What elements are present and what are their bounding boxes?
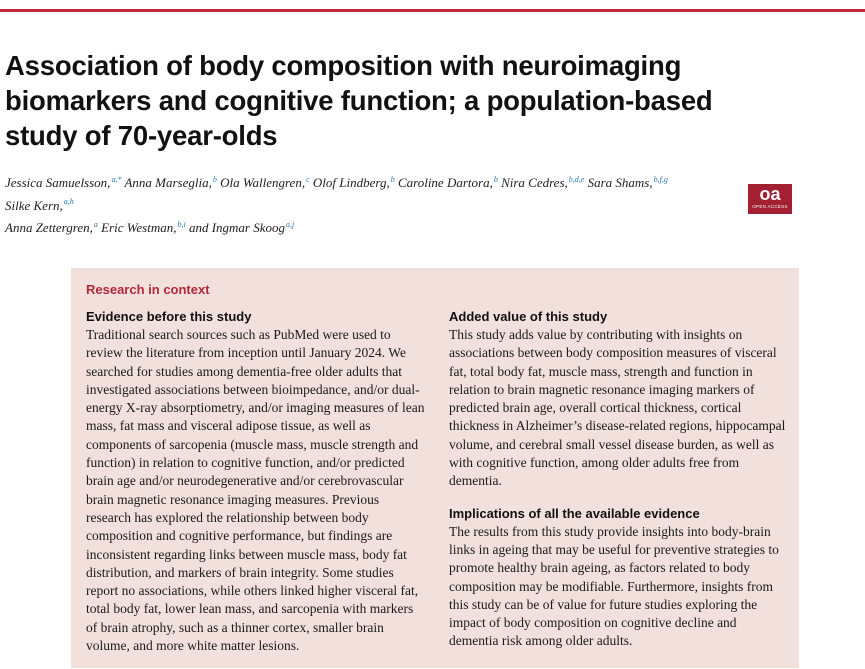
author-name: and Ingmar Skoog — [188, 219, 285, 235]
author-affiliation[interactable]: a — [93, 219, 98, 229]
left-column — [86, 308, 426, 669]
author-affiliation[interactable]: b,d,e — [568, 175, 585, 184]
right-column — [449, 308, 787, 665]
research-in-context-panel — [71, 268, 799, 668]
top-rule — [0, 9, 865, 12]
implications-body: The results from this study provide insights into body-brain links in ageing that may be useful for preventive strategies to promote healthy brain ageing, as factors related to body composition may be modifiable. Furthermore, insights from this study can be of value for future studies exploring the impact of body composition on cognitive decline and dementia risk among older adults. — [449, 523, 779, 649]
article-title: Association of body composition with neuroimaging biomarkers and cognitive function; a population-based study of 70-year-olds — [5, 50, 713, 151]
author[interactable] — [398, 175, 498, 190]
author-name: Caroline Dartora, — [397, 175, 493, 191]
author[interactable] — [189, 220, 294, 235]
evidence-before-body: Traditional search sources such as PubMed were used to review the literature from inception until January 2024. We searched for studies among dementia-free older adults that investigated associations between bioimpedance, and/or dual-energy X-ray absorptiometry, and/or imaging measures of lean mass, fat mass and visceral adipose tissue, as well as components of sarcopenia (muscle mass, muscle strength and function) in relation to cognitive function, and/or predicted brain age and/or neurodegenerative and/or cerebrovascular brain magnetic resonance imaging measures. Previous research has explored the relationship between body composition and cognitive performance, but findings are inconsistent regarding links between muscle mass, body fat distribution, and markers of brain integrity. Some studies report no associations, while others linked higher visceral fat, total body fat, lower lean mass, and sarcopenia with markers of brain atrophy, such as a thinner cortex, smaller brain volume, and more white matter lesions. — [86, 327, 425, 654]
research-in-context-heading: Research in context — [86, 282, 210, 297]
open-access-label: OPEN ACCESS — [752, 204, 788, 209]
author[interactable] — [313, 175, 395, 190]
author-affiliation[interactable]: a,j — [286, 219, 295, 229]
author-name: Olof Lindberg, — [312, 175, 390, 191]
author-affiliation[interactable]: b,f,g — [653, 175, 668, 184]
author-name: Ola Wallengren, — [220, 175, 306, 191]
open-access-badge[interactable] — [748, 184, 792, 214]
author[interactable] — [588, 175, 668, 190]
author-affiliation[interactable]: b — [390, 175, 395, 184]
author[interactable] — [5, 175, 121, 190]
author[interactable] — [220, 175, 310, 190]
author-affiliation[interactable]: a,h — [63, 197, 74, 207]
author-affiliation[interactable]: b — [212, 175, 217, 184]
author-affiliation[interactable]: b,i — [177, 219, 186, 229]
author-affiliation[interactable]: b — [493, 175, 498, 184]
author-affiliation[interactable]: c — [306, 175, 310, 184]
open-access-icon: oa — [759, 184, 781, 204]
author[interactable] — [5, 198, 74, 213]
author-name: Sara Shams, — [587, 175, 653, 191]
author[interactable] — [5, 220, 98, 235]
added-value-body: This study adds value by contributing with insights on associations between body composition measures of visceral fat, total body fat, muscle mass, strength and function in relation to brain magnetic resonance imaging markers of predicted brain age, overall cortical thickness, cortical thickness in Alzheimer’s disease-related regions, hippocampal volume, and cerebral small vessel disease burden, as well as with cognitive function, among older adults free from dementia. — [449, 327, 786, 489]
author-name: Jessica Samuelsson, — [5, 175, 111, 191]
author-name: Anna Zettergren, — [5, 219, 93, 235]
author[interactable] — [101, 220, 186, 235]
author[interactable] — [501, 175, 584, 190]
author-name: Nira Cedres, — [501, 175, 568, 191]
implications-title: Implications of all the available evidence — [449, 505, 700, 521]
author-list — [5, 170, 725, 237]
author-affiliation[interactable]: a,* — [111, 175, 122, 184]
author-name: Eric Westman, — [101, 219, 177, 235]
author[interactable] — [124, 175, 216, 190]
author-name: Silke Kern, — [5, 197, 63, 213]
added-value-title: Added value of this study — [449, 309, 608, 324]
author-name: Anna Marseglia, — [124, 175, 212, 191]
evidence-before-title: Evidence before this study — [86, 309, 252, 324]
